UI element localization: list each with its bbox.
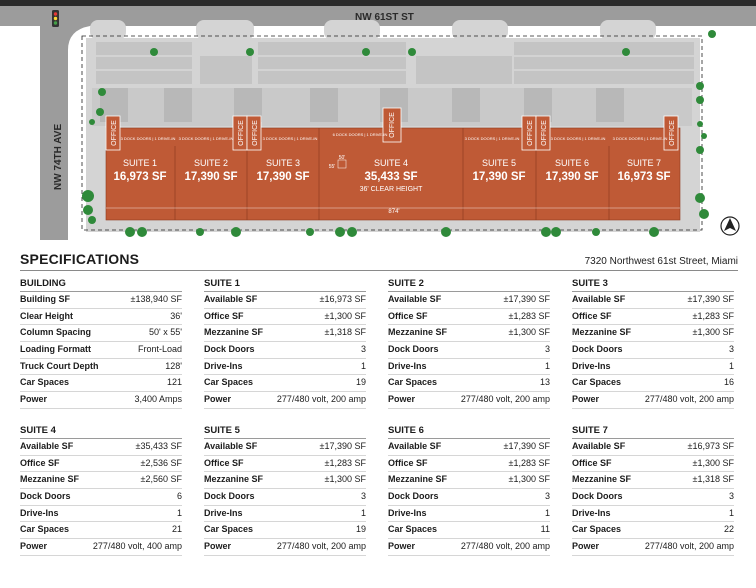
spec-label: Dock Doors (572, 344, 623, 355)
spec-row (572, 375, 734, 392)
office-label-7: OFFICE (669, 120, 676, 146)
spec-row (20, 359, 182, 376)
spec-value: ±1,283 SF (324, 457, 366, 468)
north-arrow-icon (721, 217, 739, 235)
specifications-title: SPECIFICATIONS (20, 251, 140, 267)
spec-row (204, 342, 366, 359)
spec-row (204, 325, 366, 342)
spec-row (204, 522, 366, 539)
spec-label: Power (204, 394, 232, 405)
spec-row (20, 309, 182, 326)
spec-value: ±1,283 SF (508, 457, 550, 468)
svg-text:55': 55' (328, 164, 336, 170)
spec-value: 1 (360, 360, 366, 371)
spec-table-title: BUILDING (20, 277, 182, 292)
spec-label: Office SF (572, 457, 612, 468)
spec-value: 3 (360, 490, 366, 501)
office-label-2: OFFICE (238, 120, 245, 146)
spec-label: Column Spacing (20, 327, 92, 338)
spec-label: Car Spaces (20, 524, 70, 535)
spec-value: ±17,390 SF (687, 294, 734, 304)
spec-table-title: SUITE 1 (204, 277, 366, 292)
spec-row-2 (20, 424, 738, 556)
spec-label: Dock Doors (388, 490, 439, 501)
office-label-5: OFFICE (527, 120, 534, 146)
spec-value: ±17,390 SF (503, 440, 550, 451)
spec-row (20, 522, 182, 539)
spec-label: Drive-Ins (204, 507, 243, 518)
spec-label: Dock Doors (204, 344, 255, 355)
suite-5-sf: 17,390 SF (472, 171, 526, 183)
spec-label: Available SF (572, 440, 626, 451)
spec-row (204, 439, 366, 456)
spec-row (572, 359, 734, 376)
spec-table-title: SUITE 6 (388, 424, 550, 439)
spec-row (572, 456, 734, 473)
spec-row (388, 522, 550, 539)
clear-height-label: 36' CLEAR HEIGHT (359, 186, 423, 193)
spec-row (388, 456, 550, 473)
spec-row (20, 539, 182, 556)
street-label-left: NW 74TH AVE (53, 123, 64, 190)
spec-value: ±1,300 SF (692, 327, 734, 338)
spec-row (388, 472, 550, 489)
svg-text:3 DOCK DOORS | 1 DRIVE-IN: 3 DOCK DOORS | 1 DRIVE-IN (178, 136, 234, 141)
spec-value: 6 (176, 490, 182, 501)
spec-value: 3 (544, 490, 550, 501)
spec-value: ±1,283 SF (508, 310, 550, 321)
spec-value: 3 (728, 490, 734, 501)
spec-row (572, 539, 734, 556)
office-label-3: OFFICE (252, 120, 259, 146)
spec-row (388, 359, 550, 376)
spec-label: Car Spaces (204, 377, 254, 388)
office-label-4: OFFICE (389, 112, 396, 138)
spec-row (388, 506, 550, 523)
suite-4-sf: 35,433 SF (364, 171, 418, 183)
specifications-header (20, 244, 738, 271)
spec-label: Mezzanine SF (388, 474, 448, 485)
svg-text:50': 50' (338, 155, 346, 161)
spec-label: Loading Formatt (20, 344, 91, 355)
spec-label: Available SF (388, 440, 442, 451)
spec-value: 1 (360, 507, 366, 518)
spec-value: 16 (723, 377, 734, 388)
spec-table-suite-4 (20, 424, 182, 556)
spec-label: Office SF (388, 310, 428, 321)
spec-row (20, 506, 182, 523)
spec-label: Mezzanine SF (572, 327, 632, 338)
suite-4-name: SUITE 4 (373, 158, 409, 168)
spec-row (204, 506, 366, 523)
spec-value: 3 (360, 344, 366, 355)
spec-row (20, 489, 182, 506)
suite-1-sf: 16,973 SF (113, 171, 167, 183)
spec-value: 1 (176, 507, 182, 518)
spec-value: 13 (539, 377, 550, 388)
suite-2-name: SUITE 2 (193, 158, 229, 168)
spec-value: 19 (355, 524, 366, 535)
spec-value: 21 (171, 524, 182, 535)
spec-label: Power (572, 540, 600, 551)
spec-label: Office SF (204, 310, 244, 321)
spec-label: Drive-Ins (20, 507, 59, 518)
spec-label: Building SF (20, 294, 70, 304)
suite-1-name: SUITE 1 (122, 158, 158, 168)
spec-value: 3 (544, 344, 550, 355)
spec-label: Drive-Ins (388, 360, 427, 371)
spec-row (204, 539, 366, 556)
spec-value: 1 (544, 360, 550, 371)
spec-value: 277/480 volt, 200 amp (460, 394, 550, 405)
office-label-6: OFFICE (541, 120, 548, 146)
spec-value: ±1,300 SF (324, 474, 366, 485)
spec-row (204, 456, 366, 473)
spec-value: ±1,283 SF (692, 310, 734, 321)
spec-label: Power (204, 540, 232, 551)
spec-value: 3,400 Amps (134, 394, 182, 405)
spec-row (20, 342, 182, 359)
spec-value: 277/480 volt, 200 amp (644, 540, 734, 551)
spec-value: ±2,536 SF (140, 457, 182, 468)
spec-label: Drive-Ins (388, 507, 427, 518)
spec-row (572, 439, 734, 456)
spec-label: Available SF (204, 440, 258, 451)
spec-value: ±2,560 SF (140, 474, 182, 485)
spec-value: ±1,318 SF (324, 327, 366, 338)
spec-label: Drive-Ins (572, 507, 611, 518)
spec-label: Available SF (20, 440, 74, 451)
spec-label: Car Spaces (388, 377, 438, 388)
spec-row (20, 472, 182, 489)
spec-table-title: SUITE 2 (388, 277, 550, 292)
spec-row (204, 472, 366, 489)
spec-row (20, 292, 182, 309)
svg-text:3 DOCK DOORS | 1 DRIVE-IN: 3 DOCK DOORS | 1 DRIVE-IN (612, 136, 668, 141)
spec-label: Truck Court Depth (20, 360, 99, 371)
spec-row (572, 506, 734, 523)
spec-label: Drive-Ins (204, 360, 243, 371)
svg-text:6 DOCK DOORS | 1 DRIVE-IN: 6 DOCK DOORS | 1 DRIVE-IN (332, 132, 388, 137)
spec-value: 277/480 volt, 200 amp (644, 394, 734, 405)
spec-row (388, 292, 550, 309)
spec-label: Power (388, 394, 416, 405)
spec-table-building (20, 277, 182, 409)
suite-7-sf: 16,973 SF (617, 171, 671, 183)
spec-value: ±1,300 SF (692, 457, 734, 468)
svg-text:3 DOCK DOORS | 1 DRIVE-IN: 3 DOCK DOORS | 1 DRIVE-IN (550, 136, 606, 141)
spec-row (572, 342, 734, 359)
spec-label: Car Spaces (204, 524, 254, 535)
spec-table-title: SUITE 5 (204, 424, 366, 439)
spec-row (388, 309, 550, 326)
spec-label: Mezzanine SF (572, 474, 632, 485)
spec-value: ±1,300 SF (324, 310, 366, 321)
spec-label: Car Spaces (572, 377, 622, 388)
spec-table-title: SUITE 4 (20, 424, 182, 439)
suite-3-name: SUITE 3 (265, 158, 301, 168)
spec-row (204, 375, 366, 392)
spec-label: Mezzanine SF (388, 327, 448, 338)
spec-row (20, 375, 182, 392)
spec-row (388, 375, 550, 392)
spec-table-title: SUITE 3 (572, 277, 734, 292)
spec-value: 19 (355, 377, 366, 388)
spec-value: ±138,940 SF (130, 294, 182, 304)
spec-table-title: SUITE 7 (572, 424, 734, 439)
spec-value: 3 (728, 344, 734, 355)
suite-3-sf: 17,390 SF (256, 171, 310, 183)
spec-value: 1 (544, 507, 550, 518)
spec-label: Office SF (20, 457, 60, 468)
spec-row (20, 325, 182, 342)
site-plan (0, 0, 756, 240)
spec-label: Office SF (572, 310, 612, 321)
suite-2-sf: 17,390 SF (184, 171, 238, 183)
top-border (0, 0, 756, 6)
spec-value: 50' x 55' (149, 327, 182, 338)
spec-label: Power (20, 540, 48, 551)
spec-table-suite-5 (204, 424, 366, 556)
spec-label: Power (20, 394, 48, 405)
spec-value: 36' (170, 310, 182, 321)
spec-label: Car Spaces (20, 377, 70, 388)
spec-value: ±16,973 SF (687, 440, 734, 451)
spec-row (20, 439, 182, 456)
spec-row (388, 489, 550, 506)
spec-table-suite-6 (388, 424, 550, 556)
spec-row (20, 456, 182, 473)
spec-table-suite-2 (388, 277, 550, 409)
spec-value: 1 (728, 507, 734, 518)
spec-row (204, 489, 366, 506)
spec-label: Available SF (572, 294, 626, 304)
spec-label: Power (572, 394, 600, 405)
spec-label: Dock Doors (204, 490, 255, 501)
spec-value: 277/480 volt, 200 amp (276, 540, 366, 551)
property-address: 7320 Northwest 61st Street, Miami (584, 256, 738, 267)
traffic-light-icon (52, 10, 59, 27)
total-width-label: 874' (388, 209, 400, 215)
spec-table-suite-3 (572, 277, 734, 409)
spec-value: Front-Load (137, 344, 182, 355)
spec-value: ±1,300 SF (508, 327, 550, 338)
spec-row (204, 359, 366, 376)
suite-7-name: SUITE 7 (626, 158, 662, 168)
spec-label: Available SF (204, 294, 258, 304)
spec-label: Mezzanine SF (204, 474, 264, 485)
street-label-top: NW 61ST ST (355, 12, 414, 23)
spec-row (388, 325, 550, 342)
office-label-1: OFFICE (111, 120, 118, 146)
spec-row (204, 309, 366, 326)
north-parking (96, 42, 694, 84)
spec-label: Mezzanine SF (20, 474, 80, 485)
spec-label: Clear Height (20, 310, 74, 321)
spec-row (572, 325, 734, 342)
spec-value: ±16,973 SF (319, 294, 366, 304)
spec-value: 277/480 volt, 400 amp (92, 540, 182, 551)
spec-value: 121 (166, 377, 182, 388)
spec-row (20, 392, 182, 409)
spec-label: Available SF (388, 294, 442, 304)
spec-row (572, 392, 734, 409)
spec-label: Dock Doors (388, 344, 439, 355)
spec-row (572, 489, 734, 506)
spec-row (204, 392, 366, 409)
spec-label: Dock Doors (572, 490, 623, 501)
spec-row (572, 522, 734, 539)
spec-label: Mezzanine SF (204, 327, 264, 338)
suite-6-name: SUITE 6 (554, 158, 590, 168)
spec-value: ±17,390 SF (319, 440, 366, 451)
spec-label: Office SF (204, 457, 244, 468)
spec-row (572, 472, 734, 489)
spec-value: ±35,433 SF (135, 440, 182, 451)
spec-value: ±17,390 SF (503, 294, 550, 304)
spec-table-suite-1 (204, 277, 366, 409)
spec-label: Dock Doors (20, 490, 71, 501)
spec-value: 1 (728, 360, 734, 371)
spec-row (204, 292, 366, 309)
spec-row (388, 439, 550, 456)
spec-value: ±1,318 SF (692, 474, 734, 485)
spec-label: Drive-Ins (572, 360, 611, 371)
spec-row (572, 292, 734, 309)
spec-row (572, 309, 734, 326)
spec-value: 277/480 volt, 200 amp (276, 394, 366, 405)
spec-row-1 (20, 277, 738, 409)
spec-label: Car Spaces (572, 524, 622, 535)
spec-value: 22 (723, 524, 734, 535)
spec-value: ±1,300 SF (508, 474, 550, 485)
spec-table-suite-7 (572, 424, 734, 556)
suite-5-name: SUITE 5 (481, 158, 517, 168)
svg-text:3 DOCK DOORS | 1 DRIVE-IN: 3 DOCK DOORS | 1 DRIVE-IN (120, 136, 176, 141)
spec-row (388, 392, 550, 409)
svg-text:3 DOCK DOORS | 1 DRIVE-IN: 3 DOCK DOORS | 1 DRIVE-IN (262, 136, 318, 141)
spec-label: Office SF (388, 457, 428, 468)
svg-text:3 DOCK DOORS | 1 DRIVE-IN: 3 DOCK DOORS | 1 DRIVE-IN (464, 136, 520, 141)
spec-row (388, 342, 550, 359)
specifications-section (20, 244, 738, 556)
suite-6-sf: 17,390 SF (545, 171, 599, 183)
spec-value: 277/480 volt, 200 amp (460, 540, 550, 551)
spec-value: 11 (540, 524, 550, 535)
spec-label: Car Spaces (388, 524, 438, 535)
spec-row (388, 539, 550, 556)
spec-label: Power (388, 540, 416, 551)
spec-value: 128' (165, 360, 182, 371)
